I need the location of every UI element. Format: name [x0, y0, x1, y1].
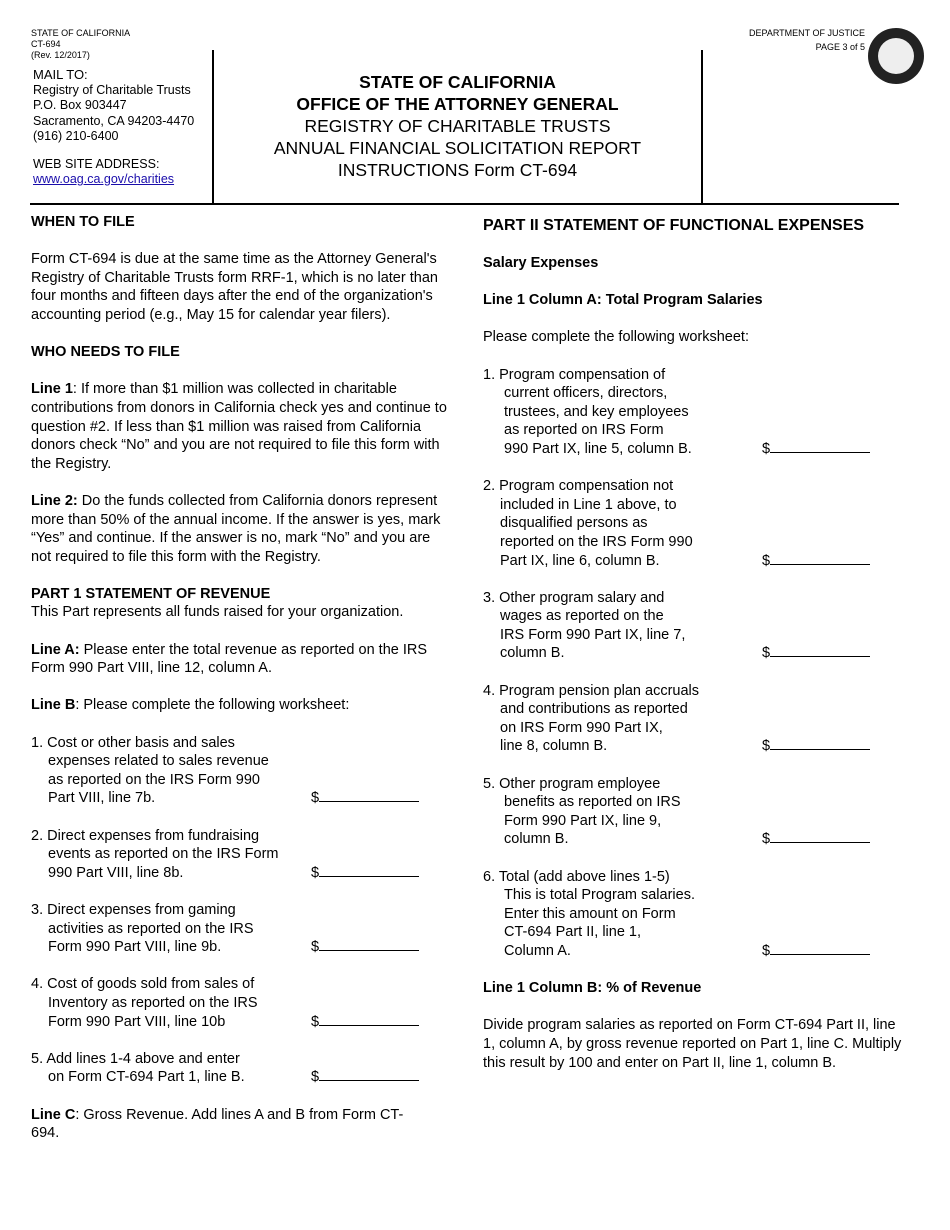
line1-colB-heading: Line 1 Column B: % of Revenue: [483, 980, 702, 997]
lineB-text: : Please complete the following worksheet:: [75, 697, 350, 714]
title-report: ANNUAL FINANCIAL SOLICITATION REPORT: [273, 138, 642, 158]
worksheet-item: [483, 868, 908, 961]
dollar-sign: $: [311, 1069, 320, 1086]
worksheet-item-text: activities as reported on the IRS: [48, 920, 254, 937]
worksheet-item-text: 6. Total (add above lines 1-5): [483, 868, 670, 885]
worksheet-item-text: 990 Part VIII, line 8b.: [48, 864, 184, 881]
lineB-paragraph: [31, 696, 453, 715]
page-number: PAGE 3 of 5: [815, 42, 865, 52]
mail-line: Registry of Charitable Trusts: [33, 82, 191, 97]
worksheet-item: [483, 775, 908, 849]
mail-to-label: MAIL TO:: [33, 67, 88, 82]
dollar-sign: $: [762, 645, 771, 662]
left-column: [31, 213, 453, 1143]
state-seal-icon: [868, 28, 924, 84]
amount-blank-line[interactable]: [319, 1066, 419, 1081]
lineC-paragraph: [31, 1106, 421, 1143]
worksheet-item-text: 5. Add lines 1-4 above and enter: [31, 1050, 240, 1067]
dollar-sign: $: [762, 552, 771, 569]
worksheet-item-text: trustees, and key employees: [504, 403, 689, 420]
amount-blank-line[interactable]: [770, 550, 870, 565]
amount-field[interactable]: [762, 438, 870, 459]
title-state: STATE OF CALIFORNIA: [359, 72, 556, 92]
line1-colA-heading: Line 1 Column A: Total Program Salaries: [483, 292, 763, 309]
worksheet-item-text: reported on the IRS Form 990: [500, 533, 693, 550]
worksheet-item-text: on Form CT-694 Part 1, line B.: [48, 1069, 245, 1086]
worksheet-item: [483, 366, 908, 459]
amount-field[interactable]: [311, 1066, 419, 1087]
amount-blank-line[interactable]: [319, 787, 419, 802]
dollar-sign: $: [311, 864, 320, 881]
worksheet-item-text: Form 990 Part VIII, line 9b.: [48, 939, 222, 956]
lineA-paragraph: [31, 641, 453, 678]
amount-field[interactable]: [311, 787, 419, 808]
worksheet-item-text: Part VIII, line 7b.: [48, 790, 156, 807]
worksheet-item: [31, 1050, 453, 1087]
worksheet-item: [31, 827, 453, 883]
amount-field[interactable]: [762, 550, 870, 571]
dollar-sign: $: [311, 939, 320, 956]
worksheet-item-text: Form 990 Part VIII, line 10b: [48, 1013, 226, 1030]
worksheet-item-text: wages as reported on the: [500, 608, 664, 625]
worksheet-item-text: expenses related to sales revenue: [48, 753, 269, 770]
worksheet-item: [483, 682, 908, 756]
worksheet-item-text: as reported on IRS Form: [504, 422, 664, 439]
divider: [701, 50, 703, 205]
lineA-text: Please enter the total revenue as reported on the IRS Form 990 Part VIII, line 12, column A.: [31, 641, 428, 677]
dollar-sign: $: [762, 942, 771, 959]
amount-field[interactable]: [762, 828, 870, 849]
header-rule: [30, 203, 899, 205]
worksheet-item: [483, 589, 908, 663]
line1-label: Line 1: [31, 381, 73, 398]
worksheet-instruction: Please complete the following worksheet:: [483, 329, 749, 346]
amount-blank-line[interactable]: [319, 936, 419, 951]
form-header-right: [749, 28, 865, 53]
who-needs-to-file-heading: WHO NEEDS TO FILE: [31, 344, 180, 361]
line1-text: : If more than $1 million was collected in charitable contributions from donors in California check yes and continue to question #2. If less than $1 million was raised from California donors check “No” and you are not required to file this form with the Registry.: [31, 381, 447, 472]
worksheet-item: [31, 975, 453, 1031]
mail-line: (916) 210-6400: [33, 129, 119, 143]
part2-heading: PART II STATEMENT OF FUNCTIONAL EXPENSES: [483, 217, 865, 234]
lineC-text: : Gross Revenue. Add lines A and B from Form CT-694.: [31, 1106, 404, 1142]
title-instructions: INSTRUCTIONS Form CT-694: [337, 160, 578, 180]
worksheet-item-text: line 8, column B.: [500, 738, 608, 755]
worksheet-item-text: CT-694 Part II, line 1,: [504, 924, 642, 941]
when-to-file-heading: WHEN TO FILE: [31, 214, 135, 230]
worksheet-item-text: 2. Program compensation not: [483, 478, 674, 495]
dollar-sign: $: [762, 831, 771, 848]
worksheet-item-text: disqualified persons as: [500, 515, 648, 532]
department-label: DEPARTMENT OF JUSTICE: [748, 28, 865, 38]
form-title: [214, 71, 701, 181]
worksheet-item: [31, 901, 453, 957]
form-header-left: [31, 28, 130, 61]
dollar-sign: $: [311, 790, 320, 807]
amount-blank-line[interactable]: [770, 735, 870, 750]
when-to-file-text: Form CT-694 is due at the same time as the Attorney General's Registry of Charitable Trusts form RRF-1, which is no later than four months and fifteen days after the end of the organization's accounting period (e.g., May 15 for calendar year filers).: [31, 251, 438, 323]
worksheet-item-text: and contributions as reported: [500, 701, 688, 718]
worksheet-item-text: 3. Other program salary and: [483, 589, 665, 606]
worksheet-item-text: benefits as reported on IRS: [504, 794, 681, 811]
title-registry: REGISTRY OF CHARITABLE TRUSTS: [304, 116, 611, 136]
dollar-sign: $: [311, 1013, 320, 1030]
worksheet-item-text: 990 Part IX, line 5, column B.: [504, 440, 692, 457]
amount-field[interactable]: [311, 936, 419, 957]
form-id: CT-694: [31, 39, 61, 49]
worksheet-item-text: included in Line 1 above, to: [500, 496, 677, 513]
amount-field[interactable]: [311, 862, 419, 883]
revision: (Rev. 12/2017): [31, 50, 90, 60]
amount-blank-line[interactable]: [770, 438, 870, 453]
amount-field[interactable]: [762, 735, 870, 756]
web-link[interactable]: www.oag.ca.gov/charities: [33, 172, 175, 186]
title-office: OFFICE OF THE ATTORNEY GENERAL: [296, 94, 619, 114]
part1-heading: PART 1 STATEMENT OF REVENUE: [31, 585, 271, 602]
line1-paragraph: [31, 380, 453, 473]
worksheet-item-text: Part IX, line 6, column B.: [500, 552, 660, 569]
mail-to-block: [33, 67, 194, 188]
line1-colB-text: Divide program salaries as reported on Form CT-694 Part II, line 1, column A, by gross revenue reported on Part 1, line C. Multiply this result by 100 and enter on Part II, line 1, column B.: [483, 1017, 902, 1071]
worksheet-item-text: IRS Form 990 Part IX, line 7,: [500, 626, 686, 643]
amount-blank-line[interactable]: [770, 828, 870, 843]
line2-label: Line 2:: [31, 492, 78, 509]
worksheet-item-text: current officers, directors,: [504, 385, 668, 402]
worksheet-item-text: events as reported on the IRS Form: [48, 846, 279, 863]
worksheet-item-text: column B.: [500, 645, 565, 662]
revenue-worksheet: [31, 734, 453, 1087]
salary-worksheet: [483, 366, 908, 961]
lineB-label: Line B: [31, 697, 76, 714]
worksheet-item-text: 4. Cost of goods sold from sales of: [31, 976, 255, 993]
line2-text: Do the funds collected from California donors represent more than 50% of the annual income. If the answer is yes, mark “Yes” and continue. If the answer is no, mark “No” and you are not required to file this form with the Registry.: [31, 492, 441, 565]
amount-blank-line[interactable]: [770, 642, 870, 657]
lineA-label: Line A:: [31, 641, 80, 658]
worksheet-item-text: Form 990 Part IX, line 9,: [504, 812, 662, 829]
worksheet-item-text: as reported on the IRS Form 990: [48, 771, 260, 788]
salary-expenses-heading: Salary Expenses: [483, 255, 599, 271]
worksheet-item-text: 2. Direct expenses from fundraising: [31, 827, 260, 844]
amount-blank-line[interactable]: [319, 1011, 419, 1026]
worksheet-item-text: Column A.: [504, 942, 571, 959]
lineC-label: Line C: [31, 1106, 76, 1123]
amount-field[interactable]: [762, 642, 870, 663]
mail-line: Sacramento, CA 94203-4470: [33, 113, 195, 128]
worksheet-item-text: on IRS Form 990 Part IX,: [500, 719, 663, 736]
dollar-sign: $: [762, 738, 771, 755]
worksheet-item-text: 4. Program pension plan accruals: [483, 682, 700, 699]
worksheet-item-text: Inventory as reported on the IRS: [48, 994, 258, 1011]
web-label: WEB SITE ADDRESS:: [33, 156, 160, 171]
worksheet-item-text: 1. Cost or other basis and sales: [31, 734, 235, 751]
worksheet-item-text: 3. Direct expenses from gaming: [31, 901, 236, 918]
amount-blank-line[interactable]: [319, 862, 419, 877]
dollar-sign: $: [762, 440, 771, 457]
part1-text: This Part represents all funds raised for your organization.: [31, 604, 404, 621]
mail-line: P.O. Box 903447: [33, 98, 127, 112]
right-column: [483, 216, 908, 1072]
worksheet-item-text: Enter this amount on Form: [504, 905, 676, 922]
line2-paragraph: [31, 492, 453, 566]
worksheet-item: [483, 477, 908, 570]
amount-blank-line[interactable]: [770, 940, 870, 955]
worksheet-item-text: 1. Program compensation of: [483, 366, 666, 383]
worksheet-item-text: 5. Other program employee: [483, 775, 661, 792]
state-label: STATE OF CALIFORNIA: [31, 28, 131, 38]
worksheet-item: [31, 734, 453, 808]
amount-field[interactable]: [311, 1011, 419, 1032]
worksheet-item-text: This is total Program salaries.: [504, 887, 695, 904]
amount-field[interactable]: [762, 940, 870, 961]
worksheet-item-text: column B.: [504, 831, 569, 848]
